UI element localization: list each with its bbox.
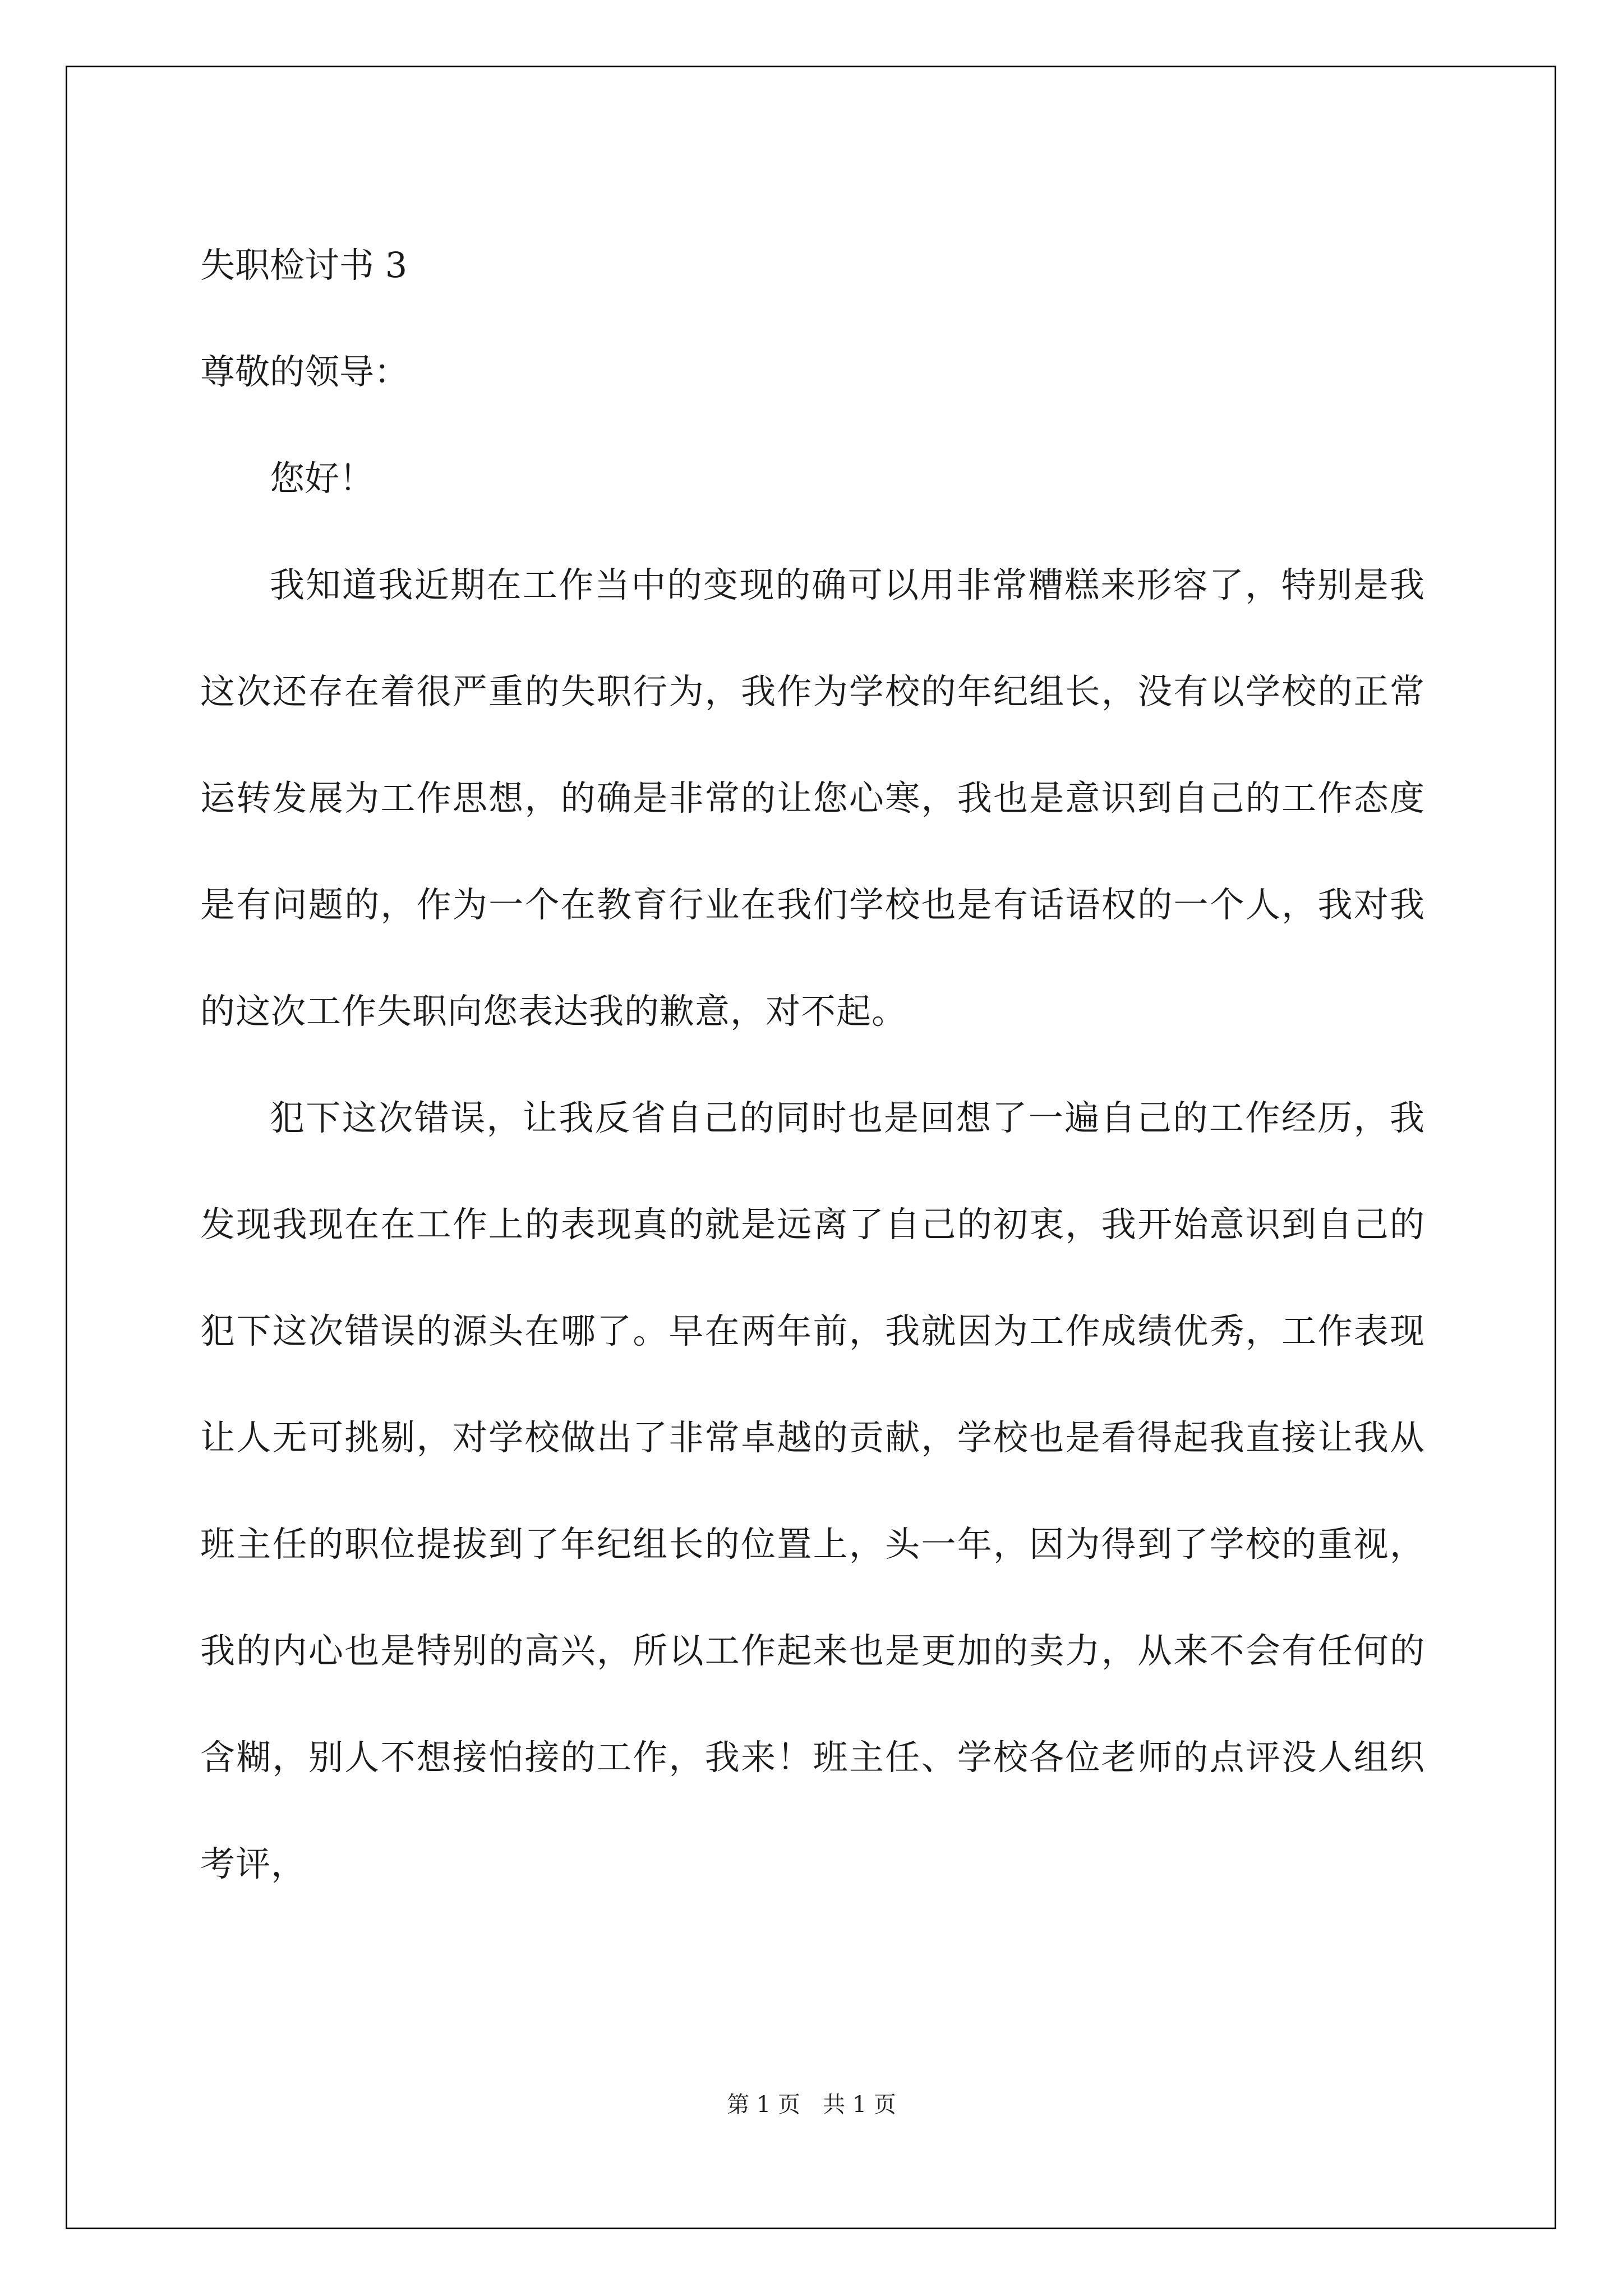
document-body xyxy=(200,212,1425,1917)
page-number: 第 1 页 xyxy=(727,2092,800,2118)
page-footer xyxy=(0,2087,1623,2119)
page-total: 共 1 页 xyxy=(823,2092,896,2118)
body-paragraph: 犯下这次错误，让我反省自己的同时也是回想了一遍自己的工作经历，我发现我现在在工作上的表现真的就是远离了自己的初衷，我开始意识到自己的犯下这次错误的源头在哪了。早在两年前，我就因为工作成绩优秀，工作表现让人无可挑剔，对学校做出了非常卓越的贡献，学校也是看得起我直接让我从班主任的职位提拔到了年纪组长的位置上，头一年，因为得到了学校的重视，我的内心也是特别的高兴，所以工作起来也是更加的卖力，从来不会有任何的含糊，别人不想接怕接的工作，我来！班主任、学校各位老师的点评没人组织考评， xyxy=(200,1097,1425,1884)
body-paragraph: 我知道我近期在工作当中的变现的确可以用非常糟糕来形容了，特别是我这次还存在着很严重的失职行为，我作为学校的年纪组长，没有以学校的正常运转发展为工作思想，的确是非常的让您心寒，我也是意识到自己的工作态度是有问题的，作为一个在教育行业在我们学校也是有话语权的一个人，我对我的这次工作失职向您表达我的歉意，对不起。 xyxy=(200,564,1425,1032)
opening-line: 您好！ xyxy=(270,458,375,499)
salutation: 尊敬的领导： xyxy=(200,351,409,392)
document-title: 失职检讨书 3 xyxy=(200,245,408,286)
